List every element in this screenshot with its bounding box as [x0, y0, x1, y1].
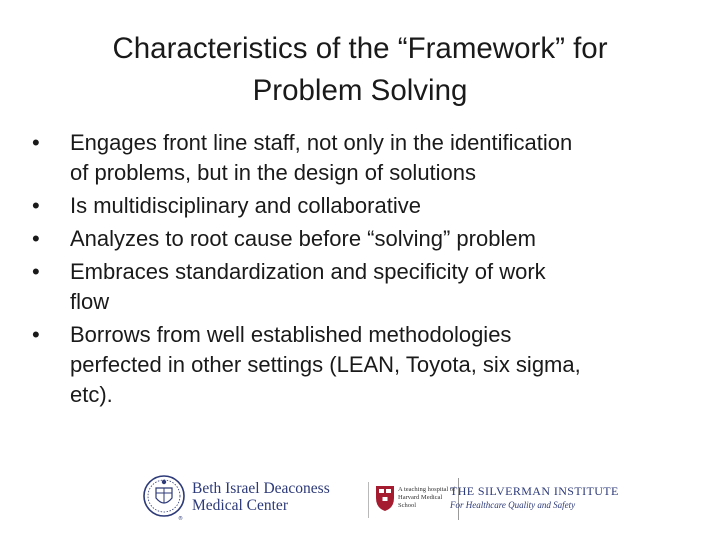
bullet-line: perfected in other settings (LEAN, Toyota, six sigma,	[70, 352, 581, 377]
slide-title-line-2: Problem Solving	[252, 74, 468, 107]
logo-divider	[368, 482, 369, 518]
bullet-dot: •	[32, 322, 40, 347]
bullet-dot: •	[32, 259, 40, 284]
bullet-dot: •	[32, 193, 40, 218]
bullet-item	[30, 128, 690, 188]
bullet-line: Borrows from well established methodologies	[70, 322, 512, 347]
bullet-line: of problems, but in the design of solutions	[70, 160, 477, 185]
bidmc-line-2: Medical Center	[192, 497, 288, 514]
bullet-list	[30, 128, 690, 413]
slide-title	[40, 28, 680, 112]
bullet-item	[30, 257, 690, 317]
bidmc-seal-icon	[142, 472, 186, 522]
bullet-item	[30, 224, 690, 254]
bullet-dot: •	[32, 130, 40, 155]
silverman-title: THE SILVERMAN INSTITUTE	[450, 484, 619, 498]
harvard-affiliation	[398, 486, 458, 510]
svg-text:®: ®	[178, 516, 183, 522]
bullet-line: Embraces standardization and specificity of work	[70, 259, 546, 284]
harvard-line-2: Harvard Medical School	[398, 494, 443, 509]
slide-title-line-1: Characteristics of the “Framework” for	[112, 32, 608, 65]
bullet-line: flow	[70, 289, 110, 314]
bullet-item	[30, 191, 690, 221]
bidmc-wordmark	[192, 480, 362, 514]
bullet-line: etc).	[70, 382, 113, 407]
bullet-line: Engages front line staff, not only in the identification	[70, 130, 573, 155]
silverman-subtitle: For Healthcare Quality and Safety	[450, 500, 576, 510]
harvard-shield-icon	[374, 484, 396, 512]
bullet-dot: •	[32, 226, 40, 251]
logo-strip	[140, 470, 620, 528]
harvard-line-1: A teaching hospital of	[398, 486, 456, 493]
bidmc-line-1: Beth Israel Deaconess	[192, 480, 330, 497]
bullet-item	[30, 320, 690, 410]
bullet-line: Analyzes to root cause before “solving” problem	[70, 226, 536, 251]
bullet-line: Is multidisciplinary and collaborative	[70, 193, 421, 218]
